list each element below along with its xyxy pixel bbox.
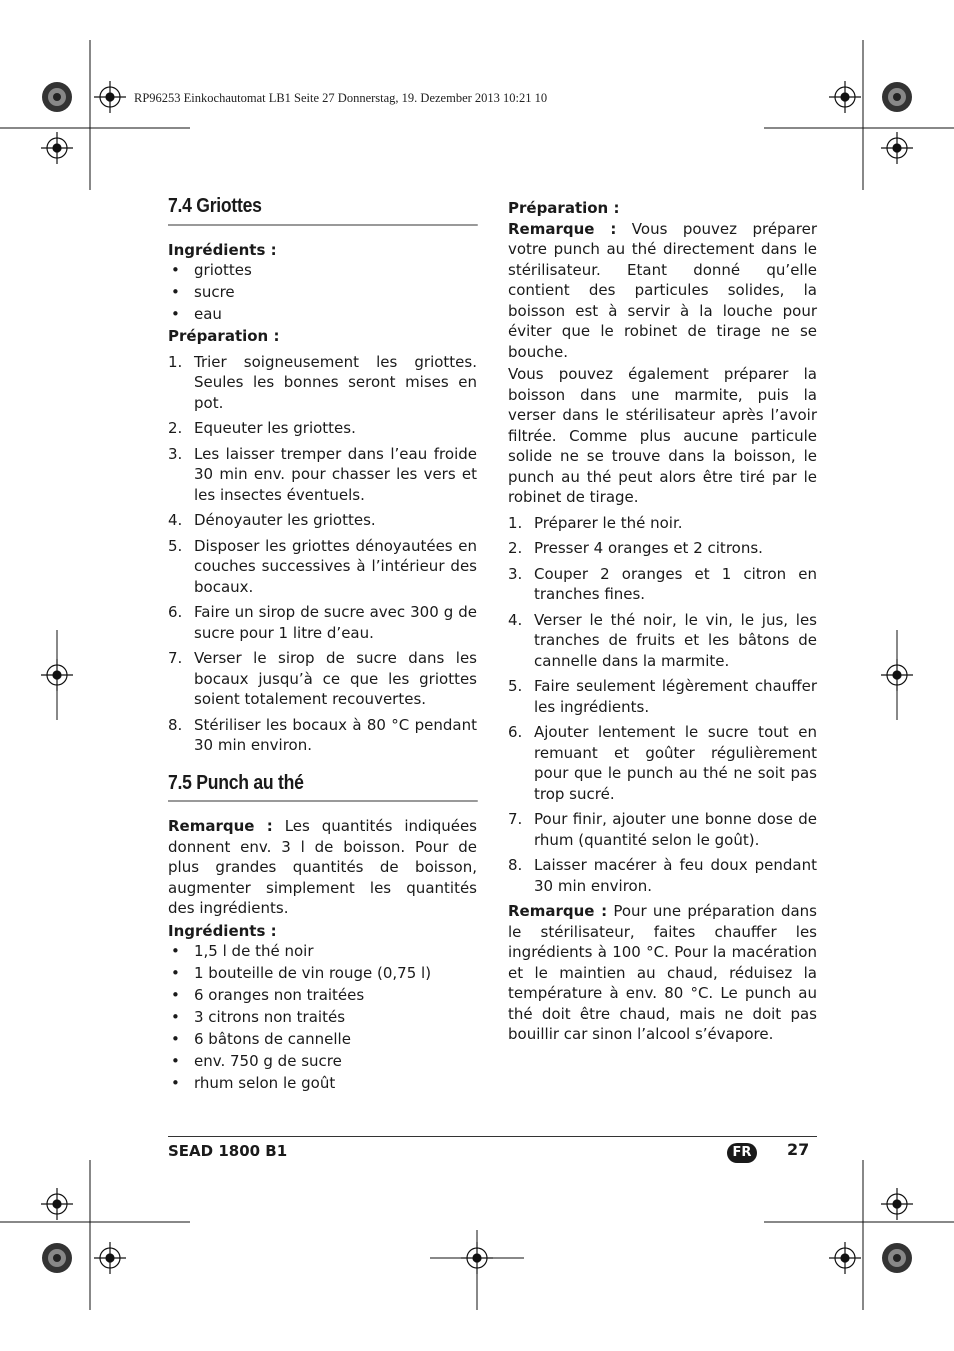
punch-preparation-paragraph: Vous pouvez également préparer la boisson dans une marmite, puis la verser dans le stérilisateur après l’avoir filtrée. Comme plus aucune particule solide ne se trouve dans la boisson, le punch au thé peut alors être tiré par le robinet de tirage. [508,365,817,506]
right-column [508,198,817,1047]
language-badge: FR [727,1143,757,1163]
section-title-punch: 7.5 Punch au thé [168,773,478,803]
punch-preparation-note: Remarque : Vous pouvez préparer votre punch au thé directement dans le stérilisateur. Etant donné qu’elle contient des particules solides, la boisson est à servir à la louche pour éviter que le robinet de tirage ne se bouche. [508,219,817,361]
list-item: • rhum selon le goût [168,1073,477,1094]
list-item: 1. Préparer le thé noir. [508,513,683,532]
list-item: • 6 oranges non traitées [168,985,477,1006]
list-item: 8. Laisser macérer à feu doux pendant 30 min environ. [508,856,817,895]
preparation-label: Préparation : [168,327,280,345]
list-item: 8. Stériliser les bocaux à 80 °C pendant 30 min environ. [168,715,477,754]
ingredients-list-griottes [168,260,477,325]
list-item: 3. Couper 2 oranges et 1 citron en tranches fines. [508,564,817,603]
list-item: 5. Faire seulement légèrement chauffer les ingrédients. [508,677,817,716]
list-item: • griottes [168,260,477,281]
printer-slug: RP96253 Einkochautomat LB1 Seite 27 Donnerstag, 19. Dezember 2013 10:21 10 [134,91,548,105]
section-griottes-heading-wrap [168,196,477,226]
list-item: 4. Verser le thé noir, le vin, le jus, les tranches de fruits et les bâtons de cannelle dans la marmite. [508,610,817,670]
list-item: • eau [168,304,477,325]
footer-divider [168,1136,817,1137]
ingredients-label: Ingrédients : [168,240,277,259]
list-item: 5. Disposer les griottes dénoyautées en couches successives à l’intérieur des bocaux. [168,536,477,596]
list-item: 4. Dénoyauter les griottes. [168,511,376,529]
section-title-griottes: 7.4 Griottes [168,196,478,226]
list-item: 2. Equeuter les griottes. [168,419,356,437]
list-item: 7. Pour finir, ajouter une bonne dose de rhum (quantité selon le goût). [508,810,817,849]
page-number: 27 [787,1140,810,1159]
punch-quantity-note: Remarque : Les quantités indiquées donnent env. 3 l de boisson. Pour de plus grandes quantités de boisson, augmenter simplement les quantités des ingrédients. [168,817,477,917]
ingredients-label: Ingrédients : [168,921,277,940]
list-item: 7. Verser le sirop de sucre dans les bocaux jusqu’à ce que les griottes soient totalement recouvertes. [168,649,477,708]
ingredients-list-punch [168,941,477,1094]
list-item: • 1 bouteille de vin rouge (0,75 l) [168,963,477,984]
list-item: 6. Ajouter lentement le sucre tout en remuant et goûter régulièrement pour que le punch au thé ne soit pas trop sucré. [508,723,817,803]
list-item: • env. 750 g de sucre [168,1051,477,1072]
preparation-label: Préparation : [508,199,620,217]
list-item: • 1,5 l de thé noir [168,941,477,962]
punch-final-note: Remarque : Pour une préparation dans le stérilisateur, faites chauffer les ingrédients à 100 °C. Pour la macération et le maintien au chaud, réduisez la température à env. 80 °C. Le punch au thé doit être chaud, mais ne doit pas bouillir car sinon l’alcool s’évapore. [508,902,817,1043]
section-punch-heading-wrap [168,773,477,803]
list-item: • 6 bâtons de cannelle [168,1029,477,1050]
footer-model: SEAD 1800 B1 [168,1142,288,1160]
left-column [168,196,477,1095]
list-item: 6. Faire un sirop de sucre avec 300 g de sucre pour 1 litre d’eau. [168,603,477,642]
list-item: • sucre [168,282,477,303]
list-item: • 3 citrons non traités [168,1007,477,1028]
list-item: 3. Les laisser tremper dans l’eau froide 30 min env. pour chasser les vers et les insectes éventuels. [168,444,477,504]
list-item: 1. Trier soigneusement les griottes. Seules les bonnes seront mises en pot. [168,352,477,412]
steps-list-punch [508,513,817,897]
list-item: 2. Presser 4 oranges et 2 citrons. [508,539,763,557]
steps-list-griottes [168,352,477,756]
